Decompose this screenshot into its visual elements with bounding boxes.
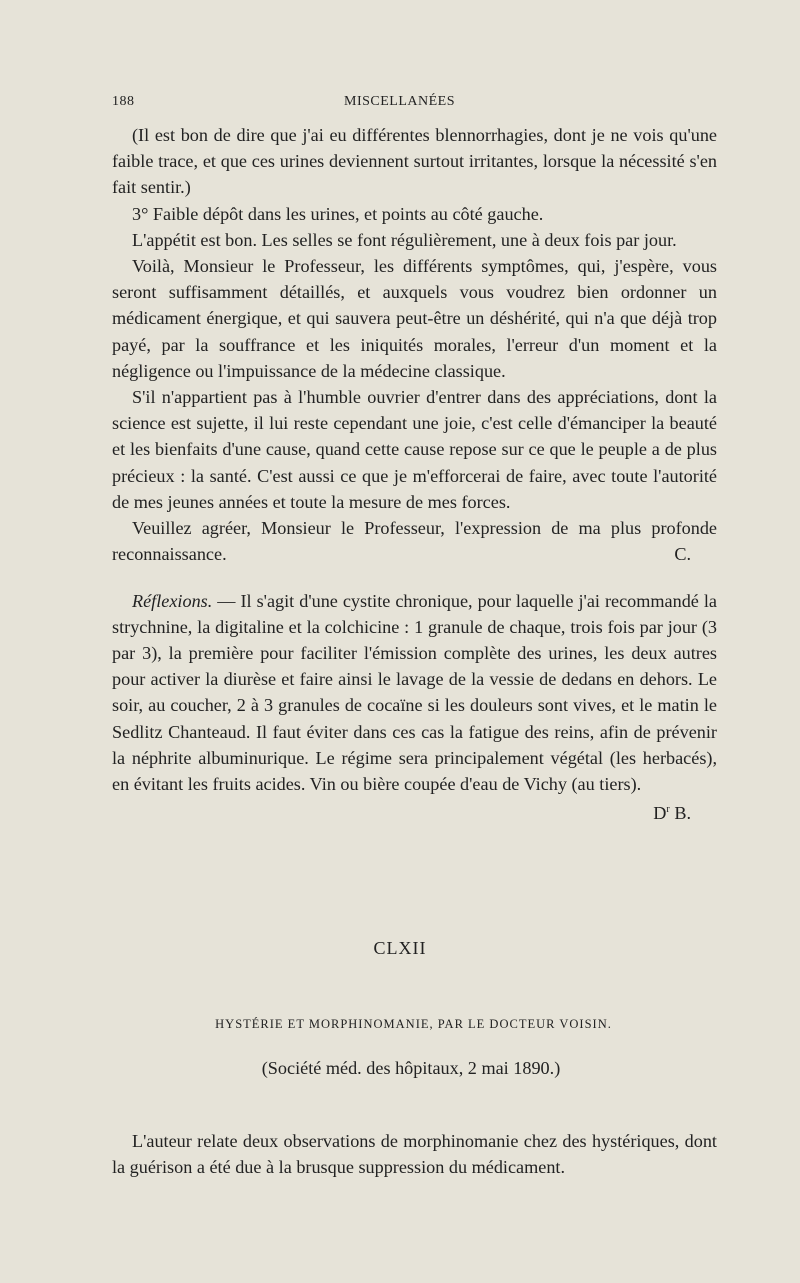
paragraph: (Il est bon de dire que j'ai eu différentes blennorrhagies, dont je ne vois qu'une faible trace, et que ces urines deviennent surtout irritantes, lorsque la nécessité s'en fait sentir.) xyxy=(112,125,717,198)
section-source: (Société méd. des hôpitaux, 2 mai 1890.) xyxy=(261,1058,561,1078)
paragraph: Veuillez agréer, Monsieur le Professeur, l'expression de ma plus profonde reconnaissance. xyxy=(112,518,717,565)
reflexions-paragraph xyxy=(112,588,717,798)
letter-signature: C. xyxy=(674,544,691,565)
running-head xyxy=(112,94,717,114)
paragraph: S'il n'appartient pas à l'humble ouvrier d'entrer dans des appréciations, dont la science est sujette, il lui reste cependant une joie, c'est celle d'émanciper la beauté et les bienfaits d'une cause, quand cette cause repose sur ce que le peuple a de plus précieux : la santé. C'est aussi ce que je m'efforcerai de faire, avec toute l'autorité de mes jeunes années et toute la mesure de mes forces. xyxy=(112,387,717,512)
paragraph: Voilà, Monsieur le Professeur, les différents symptômes, qui, j'espère, vous seront suffisamment détaillés, et auxquels vous voudrez bien ordonner un médicament énergique, et qui sauvera peut-être un déshérité, qui n'a que déjà trop payé, par la souffrance et les iniquités morales, l'erreur d'un moment et la négligence ou l'impuissance de la médecine classique. xyxy=(112,256,717,381)
paragraph: 3° Faible dépôt dans les urines, et points au côté gauche. xyxy=(132,203,544,224)
reflexions-signature xyxy=(112,797,717,826)
section-title: HYSTÉRIE ET MORPHINOMANIE, PAR LE DOCTEUR VOISIN. xyxy=(215,1017,612,1031)
reflexions-text: — Il s'agit d'une cystite chronique, pour laquelle j'ai recommandé la strychnine, la digitaline et la colchicine : 1 granule de chaque, trois fois par jour (3 par 3), la première pour faciliter l'émission complète des urines, les deux autres pour activer la diurèse et faire ainsi le lavage de la vessie de dedans en dehors. Le soir, au coucher, 2 à 3 granules de cocaïne si les douleurs sont vives, et le matin le Sedlitz Chanteaud. Il faut éviter dans ces cas la fatigue des reins, afin de prévenir la néphrite albuminurique. Le régime sera principalement végétal (les herbacés), en évitant les fruits acides. Vin ou bière coupée d'eau de Vichy (au tiers). xyxy=(112,590,717,795)
signature-prefix: D xyxy=(653,803,667,824)
section-number: CLXII xyxy=(373,938,427,958)
paragraph: L'appétit est bon. Les selles se font régulièrement, une à deux fois par jour. xyxy=(132,229,677,250)
running-title: MISCELLANÉES xyxy=(344,94,455,109)
spacer xyxy=(112,568,717,588)
reflexions-label: Réflexions. xyxy=(132,590,213,611)
page-number: 188 xyxy=(112,94,135,109)
signature-name: B. xyxy=(669,803,691,824)
paragraph: L'auteur relate deux observations de morphinomanie chez des hystériques, dont la guérison a été due à la brusque suppression du médicament. xyxy=(112,1131,717,1178)
section-body xyxy=(112,1128,717,1180)
letter-body xyxy=(112,122,717,827)
signature-superscript: r xyxy=(666,804,670,816)
